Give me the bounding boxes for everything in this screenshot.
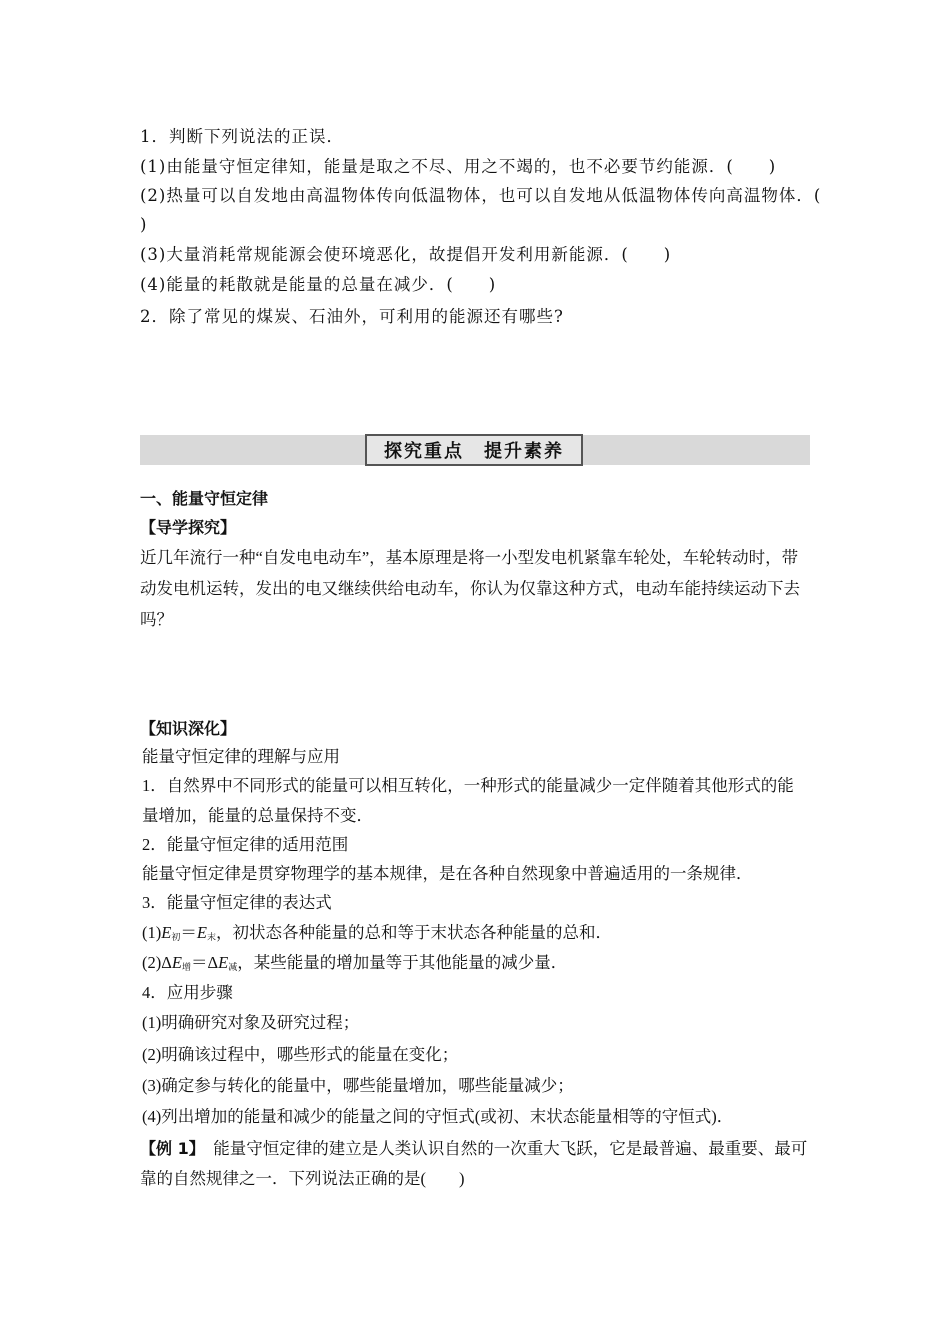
formula-2 [142, 951, 567, 979]
quiz-question-1-title: 1．判断下列说法的正误． [140, 127, 344, 146]
point-3: 3．能量守恒定律的表达式 [142, 893, 332, 912]
formula-2-e2: E [218, 953, 229, 972]
formula-2-prefix: (2)Δ [142, 953, 172, 972]
section-banner [365, 434, 583, 466]
formula-1-e: E [161, 923, 172, 942]
formula-1-sub-initial: 初 [171, 932, 181, 942]
quiz-item-1-4: (4)能量的耗散就是能量的总量在减少．( ) [140, 275, 497, 294]
quiz-item-1-1: (1)由能量守恒定律知，能量是取之不尽、用之不竭的，也不必要节约能源．( ) [140, 157, 777, 176]
formula-1-prefix: (1) [142, 923, 162, 942]
formula-1 [142, 921, 612, 949]
formula-1-equals: ＝ [180, 923, 197, 942]
point-1-line-1: 1．自然界中不同形式的能量可以相互转化，一种形式的能量减少一定伴随着其他形式的能 [142, 776, 794, 795]
step-2: (2)明确该过程中，哪些形式的能量在变化； [142, 1045, 459, 1064]
formula-1-sub-final: 末 [206, 932, 216, 942]
guide-label: 【导学探究】 [140, 518, 237, 537]
example-1-text: 能量守恒定律的建立是人类认识自然的一次重大飞跃，它是最普遍、最重要、最可 [196, 1139, 808, 1158]
example-1-label: 【例 1】 [140, 1139, 197, 1158]
guide-text: 近几年流行一种“自发电电动车”，基本原理是将一小型发电机紧靠车轮处，车轮转动时，带动发电机运转，发出的电又继续供给电动车，你认为仅靠这种方式，电动车能持续运动下去吗？ [140, 548, 800, 629]
quiz-item-1-2: (2)热量可以自发地由高温物体传向低温物体，也可以自发地从低温物体传向高温物体．( [140, 186, 822, 205]
formula-1-text: ，初状态各种能量的总和等于末状态各种能量的总和． [215, 923, 612, 942]
formula-1-e2: E [196, 923, 207, 942]
part-heading: 一、能量守恒定律 [140, 489, 269, 508]
deepen-label: 【知识深化】 [140, 719, 237, 738]
quiz-question-2: 2．除了常见的煤炭、石油外，可利用的能源还有哪些? [140, 307, 564, 326]
section-banner-right: 提升素养 [484, 441, 564, 462]
quiz-item-1-3: (3)大量消耗常规能源会使环境恶化，故提倡开发利用新能源．( ) [140, 245, 672, 264]
example-1-line-1 [140, 1137, 807, 1161]
deepen-title: 能量守恒定律的理解与应用 [142, 747, 340, 766]
example-1-line-2: 靠的自然规律之一．下列说法正确的是( ) [140, 1169, 465, 1188]
step-3: (3)确定参与转化的能量中，哪些能量增加，哪些能量减少； [142, 1076, 574, 1095]
step-4: (4)列出增加的能量和减少的能量之间的守恒式(或初、末状态能量相等的守恒式)． [142, 1107, 734, 1126]
formula-2-equals: ＝Δ [190, 953, 219, 972]
step-1: (1)明确研究对象及研究过程； [142, 1013, 360, 1032]
formula-2-e: E [171, 953, 182, 972]
formula-2-sub-decrease: 减 [228, 962, 238, 972]
formula-2-sub-increase: 增 [181, 962, 191, 972]
formula-2-text: ，某些能量的增加量等于其他能量的减少量． [237, 953, 568, 972]
point-2: 2．能量守恒定律的适用范围 [142, 835, 349, 854]
point-2-text: 能量守恒定律是贯穿物理学的基本规律，是在各种自然现象中普遍适用的一条规律． [142, 864, 753, 883]
point-1-line-2: 量增加，能量的总量保持不变． [142, 806, 373, 825]
section-banner-left: 探究重点 [384, 441, 464, 462]
point-4: 4．应用步骤 [142, 983, 233, 1002]
quiz-item-1-2-cont: ) [140, 215, 148, 234]
